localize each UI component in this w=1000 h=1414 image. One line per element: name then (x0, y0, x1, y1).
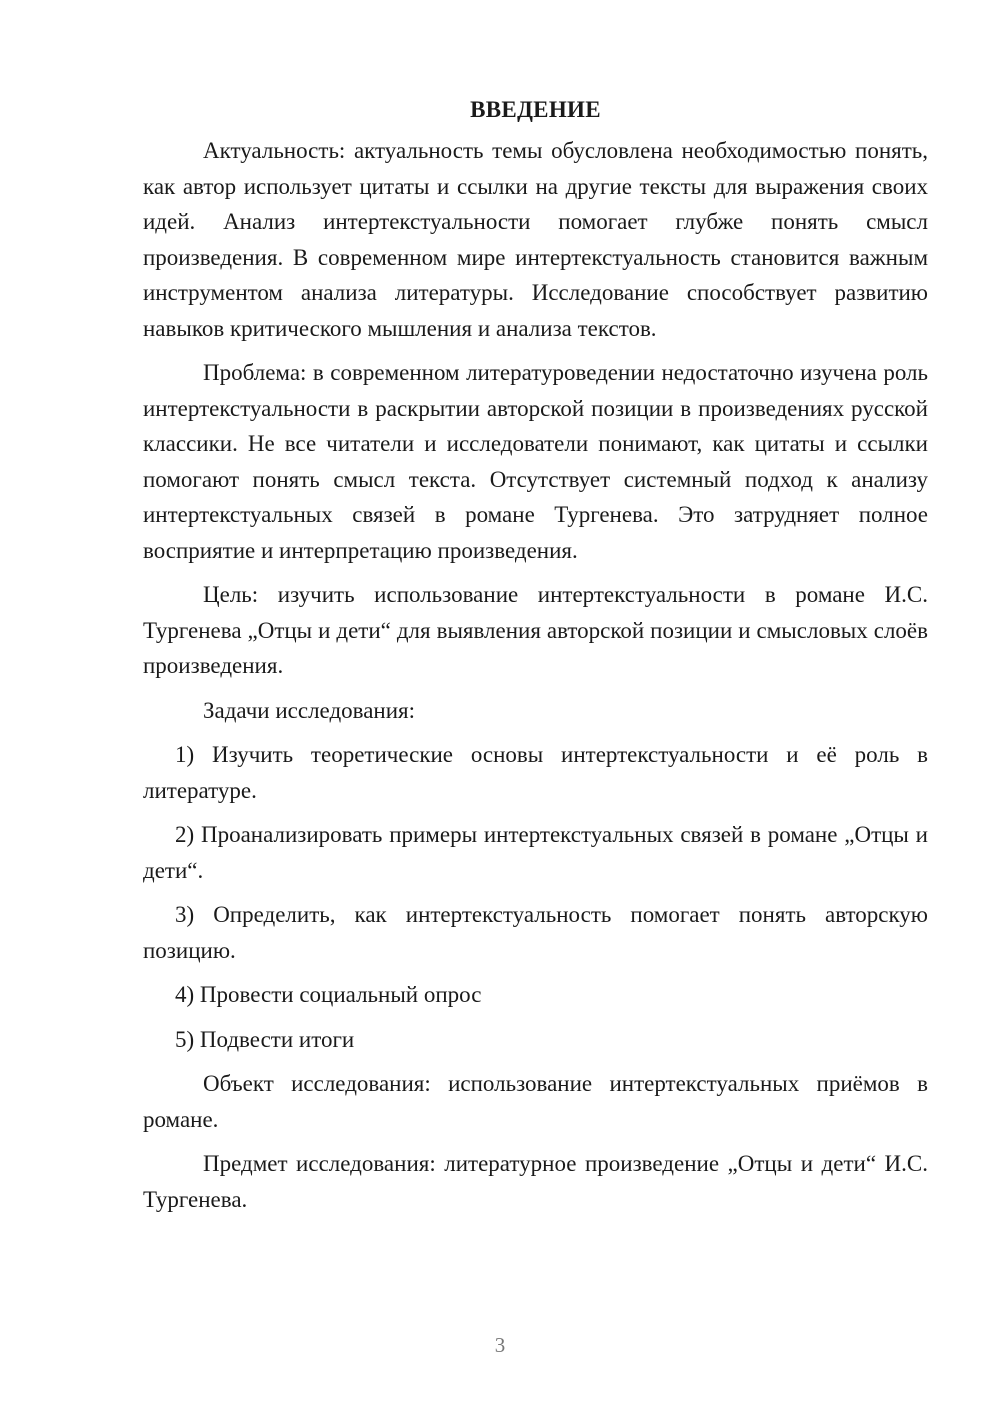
page-number: 3 (494, 1333, 506, 1357)
goal-paragraph: Цель: изучить использование интертекстуальности в романе И.С. Тургенева „Отцы и дети“ для выявления авторской позиции и смысловых слоёв произведения. (143, 582, 928, 678)
task-item-5: 5) Подвести итоги (175, 1026, 355, 1052)
relevance-paragraph: Актуальность: актуальность темы обусловлена необходимостью понять, как автор использует цитаты и ссылки на другие тексты для выражения своих идей. Анализ интертекстуальности помогает глубже понять смысл произведения. В современном мире интертекстуальность становится важным инструментом анализа литературы. Исследование способствует развитию навыков критического мышления и анализа текстов. (143, 138, 928, 341)
task-item-3: 3) Определить, как интертекстуальность помогает понять авторскую позицию. (143, 902, 928, 963)
task-item-1: 1) Изучить теоретические основы интертекстуальности и её роль в литературе. (143, 742, 928, 803)
subject-paragraph: Предмет исследования: литературное произведение „Отцы и дети“ И.С. Тургенева. (143, 1151, 928, 1212)
section-heading: ВВЕДЕНИЕ (470, 97, 601, 122)
object-paragraph: Объект исследования: использование интертекстуальных приёмов в романе. (143, 1071, 928, 1132)
page-body (143, 92, 928, 1217)
problem-paragraph: Проблема: в современном литературоведении недостаточно изучена роль интертекстуальности в раскрытии авторской позиции в произведениях русской классики. Не все читатели и исследователи понимают, как цитаты и ссылки помогают понять смысл текста. Отсутствует системный подход к анализу интертекстуальных связей в романе Тургенева. Это затрудняет полное восприятие и интерпретацию произведения. (143, 360, 928, 563)
tasks-title: Задачи исследования: (203, 697, 416, 723)
task-item-4: 4) Провести социальный опрос (175, 982, 482, 1007)
task-item-2: 2) Проанализировать примеры интертекстуальных связей в романе „Отцы и дети“. (143, 822, 928, 883)
